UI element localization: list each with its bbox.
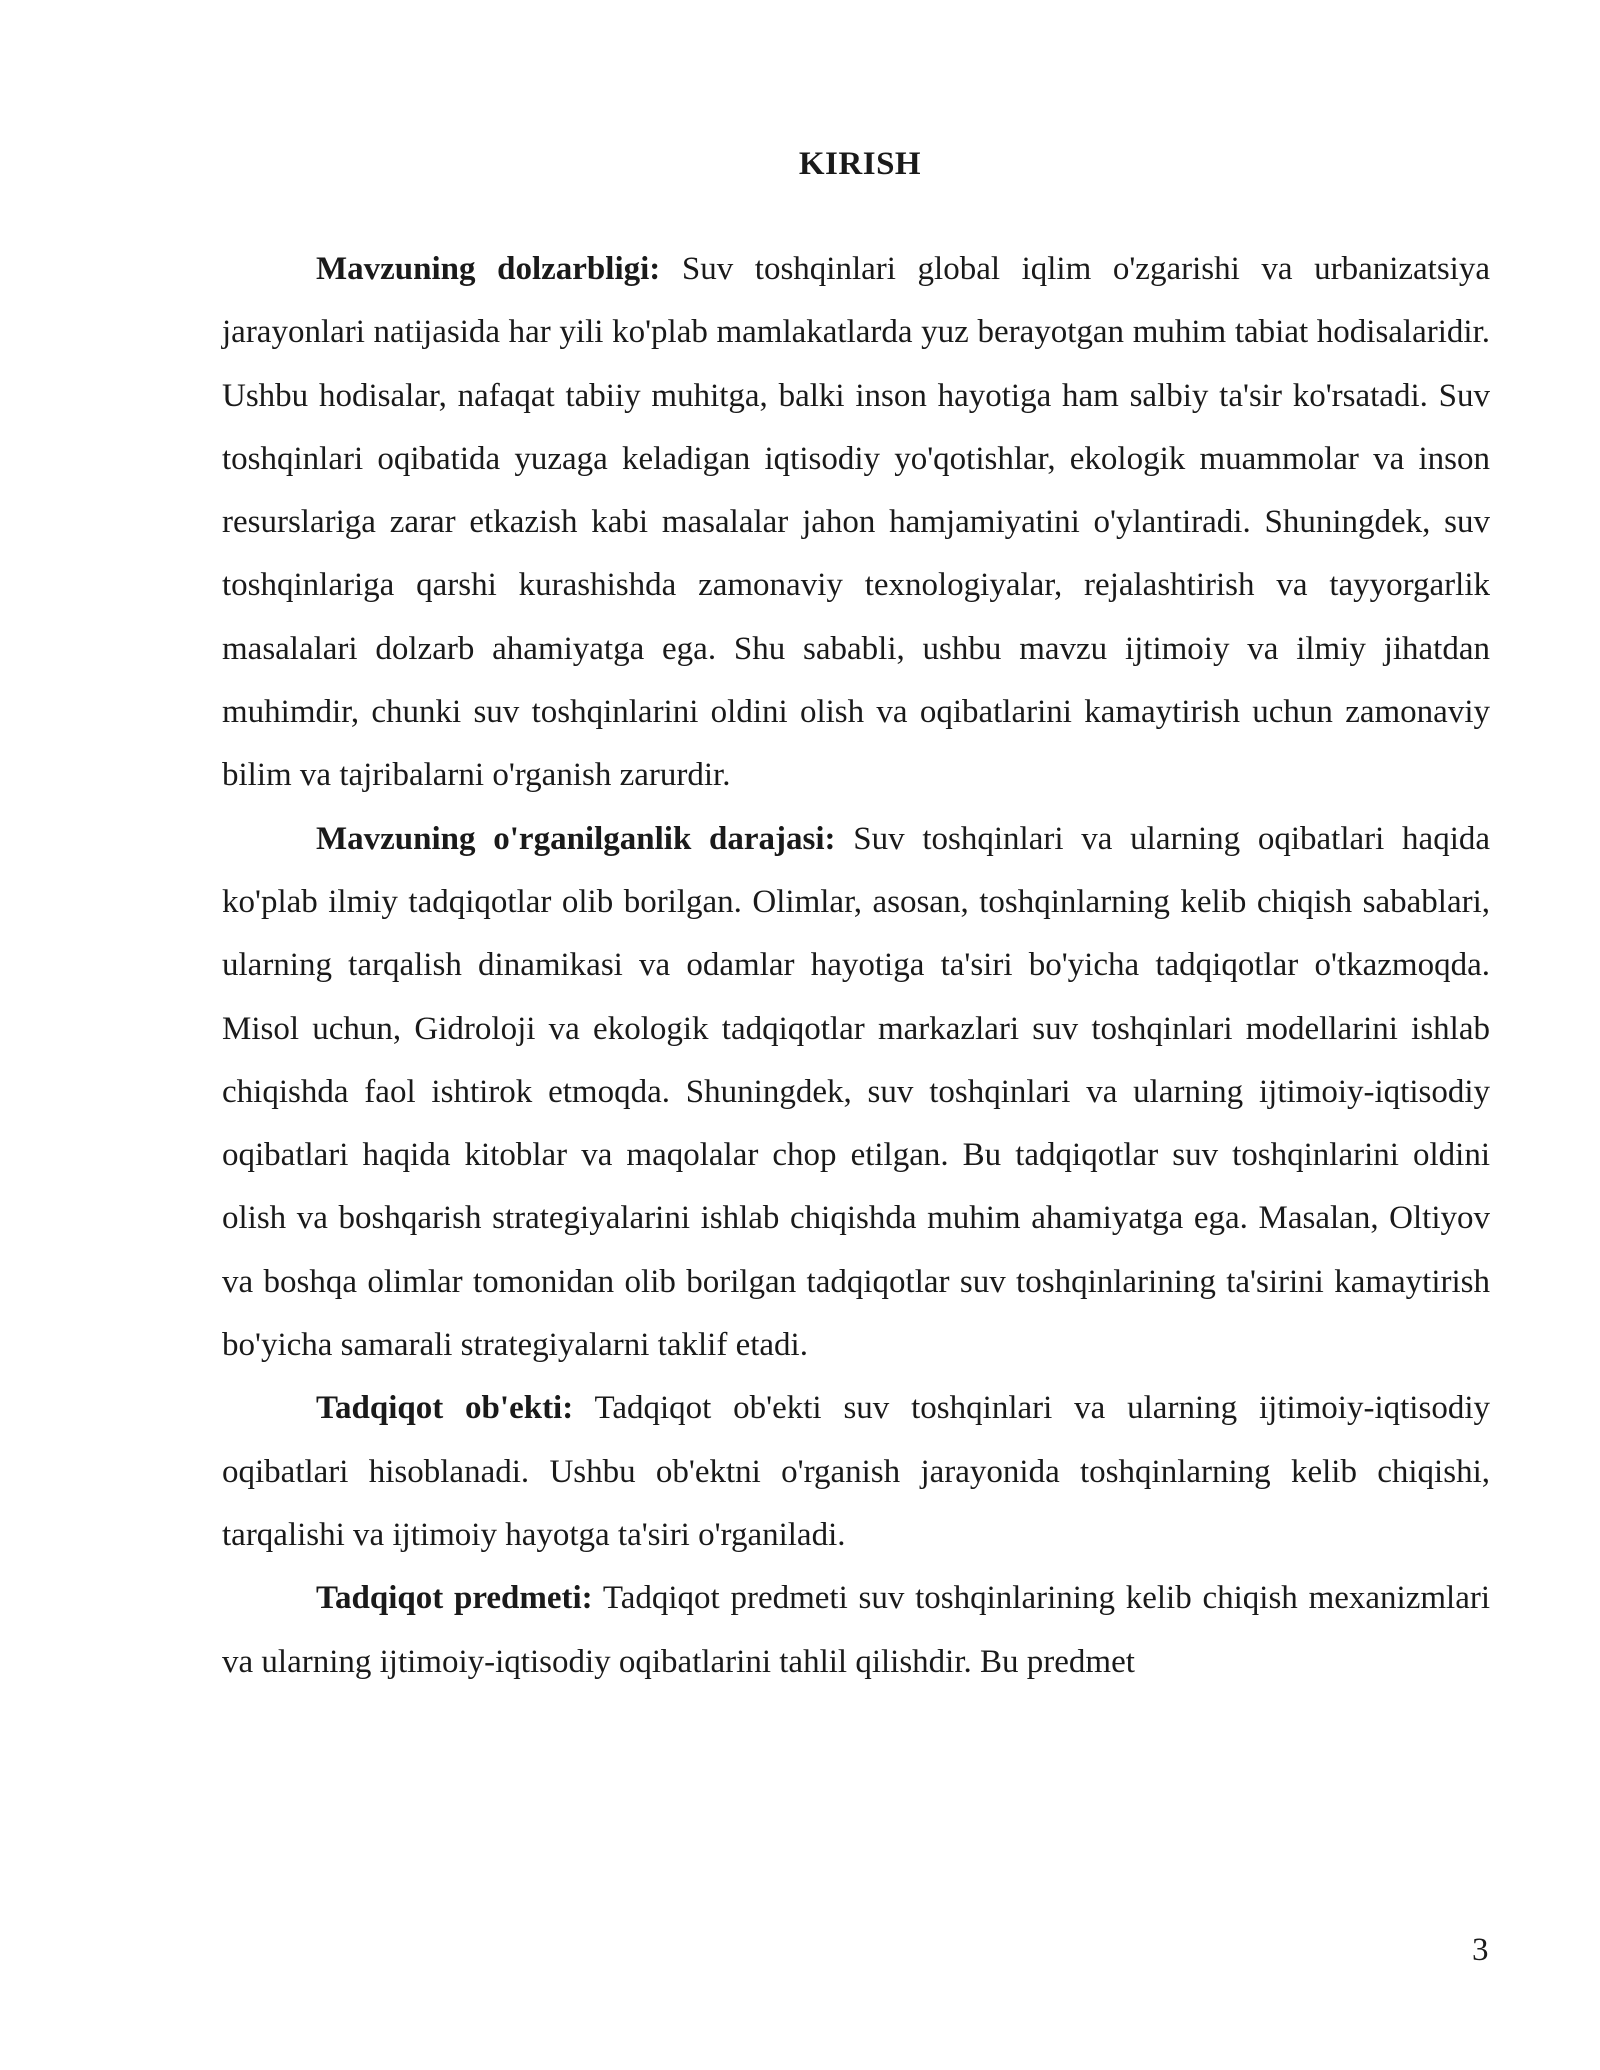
paragraph-research-subject [222,1567,1490,1694]
paragraph-heading: Mavzuning o'rganilganlik darajasi: [316,820,836,857]
paragraph-study-level [222,808,1490,1378]
paragraph-heading: Tadqiqot ob'ekti: [316,1390,574,1427]
paragraph-text: Tadqiqot ob'ekti suv toshqinlari va ularning ijtimoiy-iqtisodiy oqibatlari hisoblanadi. Ushbu ob'ektni o'rganish jarayonida toshqinlarning kelib chiqishi, tarqalishi va ijtimoiy hayotga ta'siri o'rganiladi. [222,1390,1490,1553]
paragraph-text: Suv toshqinlari va ularning oqibatlari haqida ko'plab ilmiy tadqiqotlar olib borilgan. Olimlar, asosan, toshqinlarning kelib chiqish sabablari, ularning tarqalish dinamikasi va odamlar hayotiga ta'siri bo'yicha tadqiqotlar o'tkazmoqda. Misol uchun, Gidroloji va ekologik tadqiqotlar markazlari suv toshqinlari modellarini ishlab chiqishda faol ishtirok etmoqda. Shuningdek, suv toshqinlari va ularning ijtimoiy-iqtisodiy oqibatlari haqida kitoblar va maqolalar chop etilgan. Bu tadqiqotlar suv toshqinlarini oldini olish va boshqarish strategiyalarini ishlab chiqishda muhim ahamiyatga ega. Masalan, Oltiyov va boshqa olimlar tomonidan olib borilgan tadqiqotlar suv toshqinlarining ta'sirini kamaytirish bo'yicha samarali strategiyalarni taklif etadi. [222,820,1491,1364]
paragraph-heading: Tadqiqot predmeti: [316,1580,593,1617]
paragraph-relevance [222,238,1490,808]
document-body [222,238,1490,1694]
paragraph-research-object [222,1377,1490,1567]
page-title: KIRISH [798,146,922,182]
paragraph-text: Tadqiqot predmeti suv toshqinlarining kelib chiqish mexanizmlari va ularning ijtimoiy-iqtisodiy oqibatlarini tahlil qilishdir. Bu predmet [222,1580,1490,1680]
page-number: 3 [1472,1932,1489,1968]
paragraph-text: Suv toshqinlari global iqlim o'zgarishi va urbanizatsiya jarayonlari natijasida har yili ko'plab mamlakatlarda yuz berayotgan muhim tabiat hodisalaridir. Ushbu hodisalar, nafaqat tabiiy muhitga, balki inson hayotiga ham salbiy ta'sir ko'rsatadi. Suv toshqinlari oqibatida yuzaga keladigan iqtisodiy yo'qotishlar, ekologik muammolar va inson resurslariga zarar etkazish kabi masalalar jahon hamjamiyatini o'ylantiradi. Shuningdek, suv toshqinlariga qarshi kurashishda zamonaviy texnologiyalar, rejalashtirish va tayyorgarlik masalalari dolzarb ahamiyatga ega. Shu sababli, ushbu mavzu ijtimoiy va ilmiy jihatdan muhimdir, chunki suv toshqinlarini oldini olish va oqibatlarini kamaytirish uchun zamonaviy bilim va tajribalarni o'rganish zarurdir. [222,251,1490,794]
paragraph-heading: Mavzuning dolzarbligi: [316,251,661,287]
